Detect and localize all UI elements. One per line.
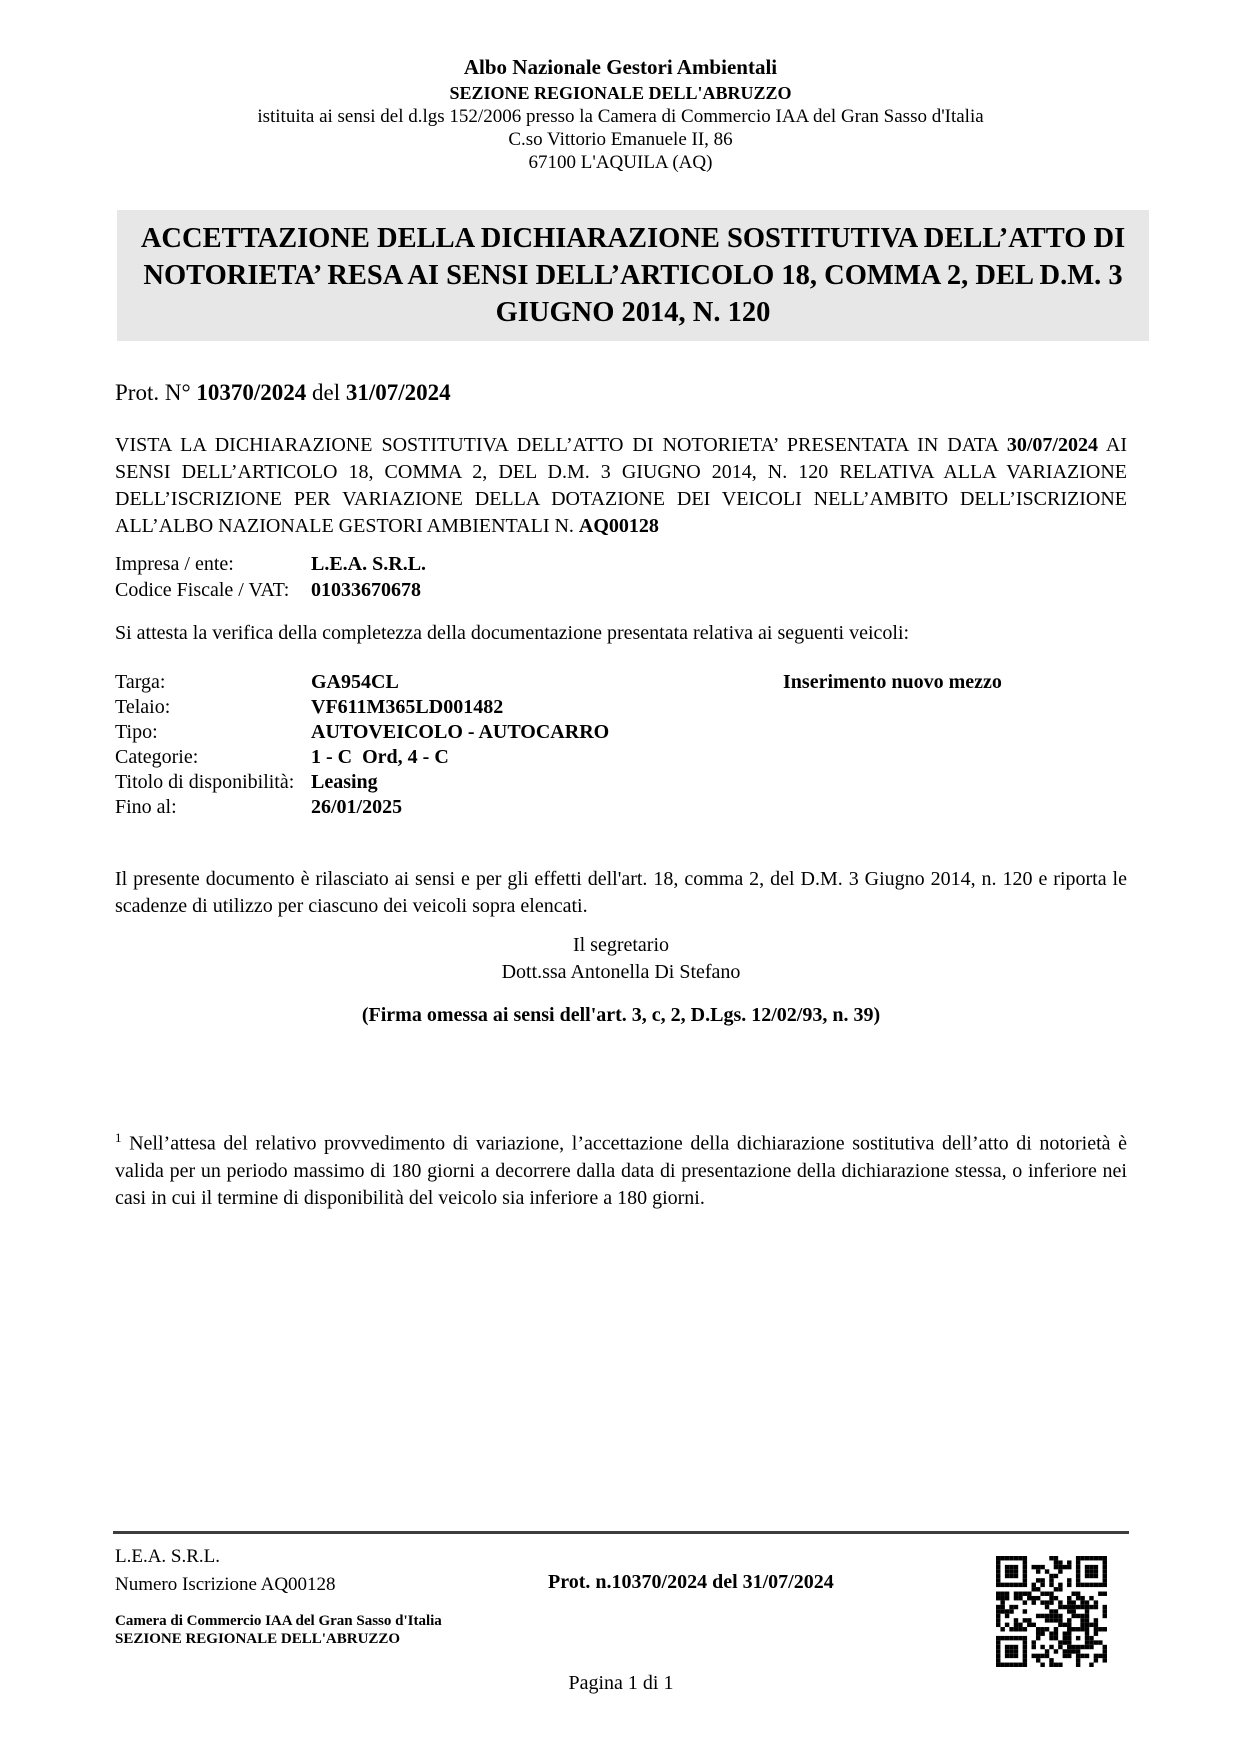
closing-paragraph: Il presente documento è rilasciato ai sensi e per gli effetti dell'art. 18, comma 2, del D.M. 3 Giugno 2014, n. 120 e riporta le scadenze di utilizzo per ciascuno dei veicoli sopra elencati. bbox=[115, 868, 1127, 917]
institution-line: istituita ai sensi del d.lgs 152/2006 presso la Camera di Commercio IAA del Gran Sasso d'Italia bbox=[257, 106, 984, 127]
footer-chamber-line: Camera di Commercio IAA del Gran Sasso d'Italia bbox=[115, 1613, 442, 1629]
impresa-value: L.E.A. S.R.L. bbox=[311, 553, 427, 575]
fino-al-value: 26/01/2025 bbox=[311, 796, 403, 818]
protocol-line bbox=[115, 380, 451, 406]
tipo-value: AUTOVEICOLO - AUTOCARRO bbox=[311, 721, 610, 743]
vehicle-block bbox=[115, 670, 1127, 820]
document-letterhead bbox=[0, 54, 1241, 174]
organization-name: Albo Nazionale Gestori Ambientali bbox=[463, 55, 778, 79]
categorie-label: Categorie: bbox=[115, 746, 199, 768]
city-line: 67100 L'AQUILA (AQ) bbox=[528, 152, 713, 173]
targa-value: GA954CL bbox=[311, 671, 399, 693]
vista-text-1: VISTA LA DICHIARAZIONE SOSTITUTIVA DELL’ATTO DI NOTORIETA’ PRESENTATA IN DATA bbox=[115, 434, 998, 456]
attestation-line: Si attesta la verifica della completezza della documentazione presentata relativa ai seguenti veicoli: bbox=[115, 622, 910, 644]
presentation-date: 30/07/2024 bbox=[1006, 434, 1098, 456]
impresa-label: Impresa / ente: bbox=[115, 553, 234, 575]
fino-al-label: Fino al: bbox=[115, 796, 177, 818]
tipo-label: Tipo: bbox=[115, 721, 158, 743]
signature-omission-note: (Firma omessa ai sensi dell'art. 3, c, 2, D.Lgs. 12/02/93, n. 39) bbox=[361, 1004, 881, 1026]
telaio-label: Telaio: bbox=[115, 696, 171, 718]
qr-code bbox=[995, 1556, 1108, 1667]
targa-label: Targa: bbox=[115, 671, 166, 693]
albo-registration-number: AQ00128 bbox=[578, 515, 659, 537]
footnote bbox=[115, 1124, 1127, 1212]
signer-role: Il segretario bbox=[572, 934, 670, 956]
company-block bbox=[115, 551, 426, 603]
protocol-connector: del bbox=[312, 380, 341, 405]
fiscal-code-row bbox=[115, 577, 426, 603]
footer-section-line: SEZIONE REGIONALE DELL'ABRUZZO bbox=[115, 1631, 401, 1647]
vehicle-row-categorie bbox=[115, 745, 1127, 770]
fiscal-code-label: Codice Fiscale / VAT: bbox=[115, 579, 290, 601]
document-title-banner bbox=[117, 210, 1149, 341]
document-title: ACCETTAZIONE DELLA DICHIARAZIONE SOSTITUTIVA DELL’ATTO DI NOTORIETA’ RESA AI SENSI DELL’ARTICOLO 18, COMMA 2, DEL D.M. 3 GIUGNO 2014, N. 120 bbox=[140, 223, 1126, 328]
protocol-prefix: Prot. N° bbox=[115, 380, 191, 405]
titolo-value: Leasing bbox=[311, 771, 378, 793]
vehicle-row-tipo bbox=[115, 720, 1127, 745]
vista-paragraph bbox=[115, 432, 1127, 540]
vehicle-row-telaio bbox=[115, 695, 1127, 720]
address-line: C.so Vittorio Emanuele II, 86 bbox=[508, 129, 733, 150]
protocol-number: 10370/2024 bbox=[196, 380, 307, 405]
fiscal-code-value: 01033670678 bbox=[311, 579, 421, 601]
vehicle-note: Inserimento nuovo mezzo bbox=[783, 671, 1002, 693]
vehicle-row-titolo bbox=[115, 770, 1127, 795]
categorie-value: 1 - C Ord, 4 - C bbox=[311, 746, 449, 768]
footer-registration-number: Numero Iscrizione AQ00128 bbox=[115, 1574, 336, 1595]
company-row bbox=[115, 551, 426, 577]
page-number: Pagina 1 di 1 bbox=[568, 1672, 674, 1694]
regional-section: SEZIONE REGIONALE DELL'ABRUZZO bbox=[449, 83, 792, 103]
footer-company-name: L.E.A. S.R.L. bbox=[115, 1546, 221, 1567]
footer-protocol: Prot. n.10370/2024 del 31/07/2024 bbox=[548, 1571, 834, 1593]
protocol-date: 31/07/2024 bbox=[345, 380, 451, 405]
footnote-marker: 1 bbox=[115, 1130, 122, 1145]
telaio-value: VF611M365LD001482 bbox=[311, 696, 504, 718]
footer-divider bbox=[113, 1531, 1129, 1534]
signer-name: Dott.ssa Antonella Di Stefano bbox=[501, 961, 741, 983]
vehicle-row-fino-al bbox=[115, 795, 1127, 820]
footnote-text: Nell’attesa del relativo provvedimento di variazione, l’accettazione della dichiarazione sostitutiva dell’atto di notorietà è valida per un periodo massimo di 180 giorni a decorrere dalla data di presentazione della dichiarazione stessa, o inferiore nei casi in cui il termine di disponibilità del veicolo sia inferiore a 180 giorni. bbox=[115, 1132, 1127, 1209]
signature-block bbox=[115, 932, 1127, 986]
vista-text-2: AI SENSI DELL’ARTICOLO 18, COMMA 2, DEL D.M. 3 GIUGNO 2014, N. 120 RELATIVA ALLA VARIAZIONE DELL’ISCRIZIONE PER VARIAZIONE DELLA DOTAZIONE DEI VEICOLI NELL’AMBITO DELL’ISCRIZIONE ALL’ALBO NAZIONALE GESTORI AMBIENTALI N. bbox=[115, 434, 1127, 537]
titolo-label: Titolo di disponibilità: bbox=[115, 771, 295, 793]
